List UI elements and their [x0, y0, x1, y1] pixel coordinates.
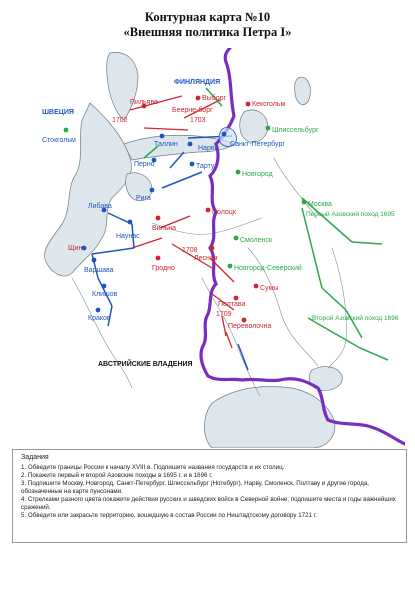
- label-1703: 1703: [190, 117, 206, 124]
- label-varshava: Варшава: [84, 267, 114, 274]
- label-lesnaya: Лесная: [194, 255, 218, 262]
- label-perevolochna: Переволочна: [228, 323, 272, 330]
- label-tallinn: Таллин: [154, 141, 178, 148]
- label-stockholm: Стокгольм: [42, 137, 76, 144]
- label-novgorod-seversky: Новгород-Северский: [234, 265, 302, 272]
- label-pilyava: Пильяве: [130, 99, 158, 106]
- vyborg-dot: [196, 96, 201, 101]
- label-finland: ФИНЛЯНДИЯ: [174, 79, 221, 86]
- label-sweden: ШВЕЦИЯ: [42, 109, 74, 116]
- grodno-dot: [156, 256, 161, 261]
- label-kaunas: Наунас: [116, 233, 140, 240]
- page-header: [0, 0, 415, 48]
- task-item-1: 1. Обведите границы России к началу XVIII в. Подпишите названия государств и их столиц.: [21, 464, 285, 471]
- perevolochna-dot: [242, 318, 247, 323]
- label-shchin: Щин: [68, 245, 83, 252]
- map-title-line-2: «Внешняя политика Петра I»: [123, 25, 292, 39]
- label-austria: АВСТРИЙСКИЕ ВЛАДЕНИЯ: [98, 361, 193, 368]
- kexholm-dot: [246, 102, 251, 107]
- label-poltava: Полтава: [218, 301, 246, 308]
- polotsk-dot: [206, 208, 211, 213]
- label-vilna: Вильна: [152, 225, 177, 232]
- kaunas-dot: [128, 220, 133, 225]
- novgorod-dot: [236, 170, 241, 175]
- sumy-dot: [254, 284, 259, 289]
- shlisselburg-dot: [266, 126, 271, 131]
- label-spb: Санкт-Петербург: [230, 141, 285, 148]
- label-tartu: Тарту: [196, 163, 215, 170]
- novgorod-seversky-dot: [228, 264, 233, 269]
- label-krakow: Краков: [88, 315, 111, 322]
- vilna-dot: [156, 216, 161, 221]
- tartu-dot: [190, 162, 195, 167]
- label-riga: Рига: [136, 195, 151, 202]
- task-item-3: 3. Подпишите Москву, Новгород, Санкт-Петербург, Шлиссельбург (Нотебург), Нарву, Смоленск, Полтаву и другие города, обозначенные на карте пунсонами.: [21, 480, 370, 495]
- riga-dot: [150, 188, 155, 193]
- moscow-dot: [302, 200, 307, 205]
- task-item-4: 4. Стрелками разного цвета покажите действия русских и шведских войск в Северной войне; подпишите места и годы важнейших сражений.: [21, 496, 396, 511]
- poltava-dot: [234, 296, 239, 301]
- varshava-dot: [92, 258, 97, 263]
- label-shlisselburg: Шлиссельбург: [272, 127, 319, 134]
- label-1702: 1702: [112, 117, 128, 124]
- label-klishov: Клишов: [92, 291, 118, 298]
- label-second-azov: Второй Азовский поход 1696: [312, 315, 399, 322]
- tasks-heading: Задания: [21, 454, 49, 461]
- task-item-2: 2. Покажите первый и второй Азовские походы в 1695 г. и в 1696 г.: [21, 472, 213, 479]
- label-1708: 1708: [182, 247, 198, 254]
- label-sumy: Сумы: [260, 285, 279, 292]
- label-smolensk: Смоленск: [240, 237, 273, 244]
- lake-ladoga: [240, 110, 268, 142]
- label-moscow: Москва: [308, 201, 332, 208]
- label-vyborg: Выборг: [202, 95, 227, 102]
- tallinn-dot: [160, 134, 165, 139]
- label-first-azov: Первый Азовский поход 1695: [306, 211, 395, 218]
- tasks-panel: [12, 449, 407, 543]
- lake-onega: [295, 77, 311, 104]
- label-bjorneborg: Беерне-борг: [172, 107, 213, 114]
- label-polotsk: Полоцк: [212, 209, 236, 216]
- spb-dot: [222, 132, 227, 137]
- label-grodno: Гродно: [152, 265, 175, 272]
- label-1709: 1709: [216, 311, 232, 318]
- map-title-line-1: Контурная карта №10: [144, 10, 271, 24]
- stockholm-dot: [64, 128, 69, 133]
- task-item-5: 5. Обведите или закрасьте территорию, вошедшую в состав России по Ништадтскому договору 1721 г.: [21, 512, 317, 519]
- label-libava: Либава: [88, 203, 112, 210]
- krakow-dot: [96, 308, 101, 313]
- klishov-dot: [102, 284, 107, 289]
- label-kexholm: Кексгольм: [252, 101, 286, 108]
- narva-dot: [188, 142, 193, 147]
- lesnaya-dot: [210, 246, 215, 251]
- label-narva: Нарва: [198, 145, 219, 152]
- label-pernov: Перно: [134, 161, 155, 168]
- smolensk-dot: [234, 236, 239, 241]
- label-novgorod: Новгород: [242, 171, 273, 178]
- contour-map: [12, 48, 405, 448]
